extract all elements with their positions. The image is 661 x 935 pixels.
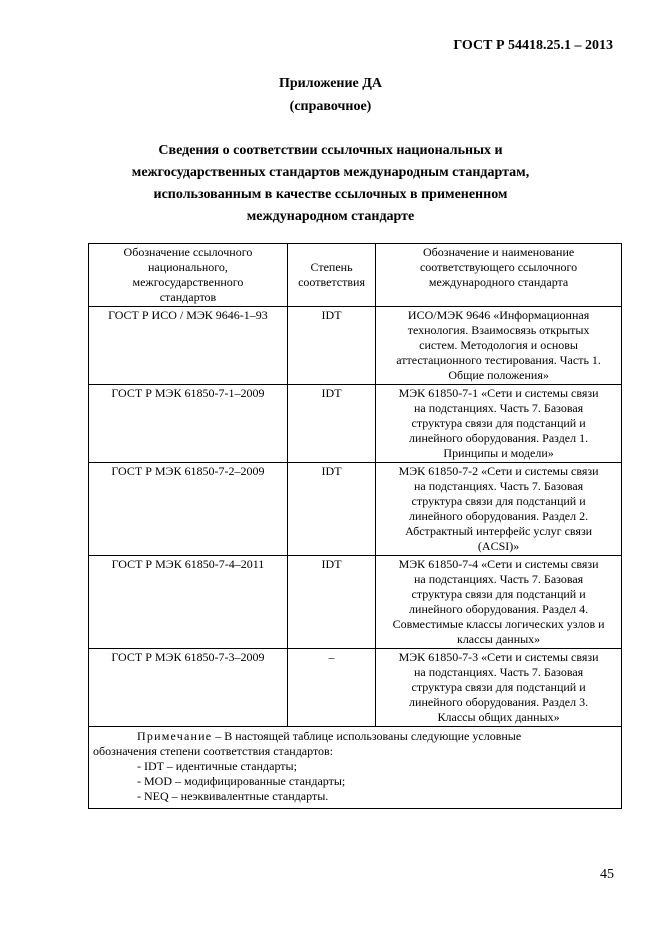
international-standard-cell: ИСО/МЭК 9646 «Информационная технология. Взаимосвязь открытых систем. Методология и основы аттестационного тестирования. Часть 1. Общие положения» [376, 307, 622, 385]
note-item: - NEQ – неэквивалентные стандарты. [137, 789, 329, 803]
table-note-row [89, 727, 622, 809]
table-row [89, 385, 622, 463]
appendix-heading [110, 140, 551, 228]
national-standard-cell: ГОСТ Р МЭК 61850-7-4–2011 [89, 556, 288, 649]
international-standard-cell: МЭК 61850-7-3 «Сети и системы связи на подстанциях. Часть 7. Базовая структура связи для подстанций и линейного оборудования. Раздел 3. Классы общих данных» [376, 649, 622, 727]
header-degree: Степень соответствия [287, 244, 375, 307]
international-standard-cell: МЭК 61850-7-2 «Сети и системы связи на подстанциях. Часть 7. Базовая структура связи для подстанций и линейного оборудования. Раздел 2. Абстрактный интерфейс услуг связи (ACSI)» [376, 463, 622, 556]
page-number: 45 [600, 867, 614, 882]
national-standard-cell: ГОСТ Р МЭК 61850-7-3–2009 [89, 649, 288, 727]
degree-cell: IDT [287, 385, 375, 463]
header-international-standard: Обозначение и наименование соответствующего ссылочного международного стандарта [376, 244, 622, 307]
heading-line: международном стандарте [246, 209, 415, 224]
note-text-continued: обозначения степени соответствия стандартов: [93, 744, 334, 758]
heading-line: использованным в качестве ссылочных в примененном [153, 187, 508, 202]
table-header-row [89, 244, 622, 307]
note-label: Примечание [137, 729, 213, 743]
header-national-standard: Обозначение ссылочного национального, межгосударственного стандартов [89, 244, 288, 307]
degree-cell: IDT [287, 307, 375, 385]
degree-cell: IDT [287, 556, 375, 649]
note-item: - MOD – модифицированные стандарты; [137, 774, 346, 788]
international-standard-cell: МЭК 61850-7-1 «Сети и системы связи на подстанциях. Часть 7. Базовая структура связи для подстанций и линейного оборудования. Раздел 1. Принципы и модели» [376, 385, 622, 463]
standard-code: ГОСТ Р 54418.25.1 – 2013 [453, 38, 613, 53]
references-table [88, 243, 622, 809]
note-item: - IDT – идентичные стандарты; [137, 759, 297, 773]
national-standard-cell: ГОСТ Р ИСО / МЭК 9646-1–93 [89, 307, 288, 385]
national-standard-cell: ГОСТ Р МЭК 61850-7-1–2009 [89, 385, 288, 463]
national-standard-cell: ГОСТ Р МЭК 61850-7-2–2009 [89, 463, 288, 556]
international-standard-cell: МЭК 61850-7-4 «Сети и системы связи на подстанциях. Часть 7. Базовая структура связи для подстанций и линейного оборудования. Раздел 4. Совместимые классы логических узлов и классы данных» [376, 556, 622, 649]
appendix-subtitle: (справочное) [289, 99, 372, 114]
table-row [89, 649, 622, 727]
table-row [89, 463, 622, 556]
note-text: – В настоящей таблице использованы следующие условные [212, 729, 522, 743]
heading-line: Сведения о соответствии ссылочных национальных и [158, 143, 503, 158]
degree-cell: – [287, 649, 375, 727]
table-row [89, 556, 622, 649]
appendix-title: Приложение ДА [278, 76, 383, 91]
table-note [89, 727, 622, 809]
heading-line: межгосударственных стандартов международным стандартам, [131, 165, 530, 180]
degree-cell: IDT [287, 463, 375, 556]
table-row [89, 307, 622, 385]
